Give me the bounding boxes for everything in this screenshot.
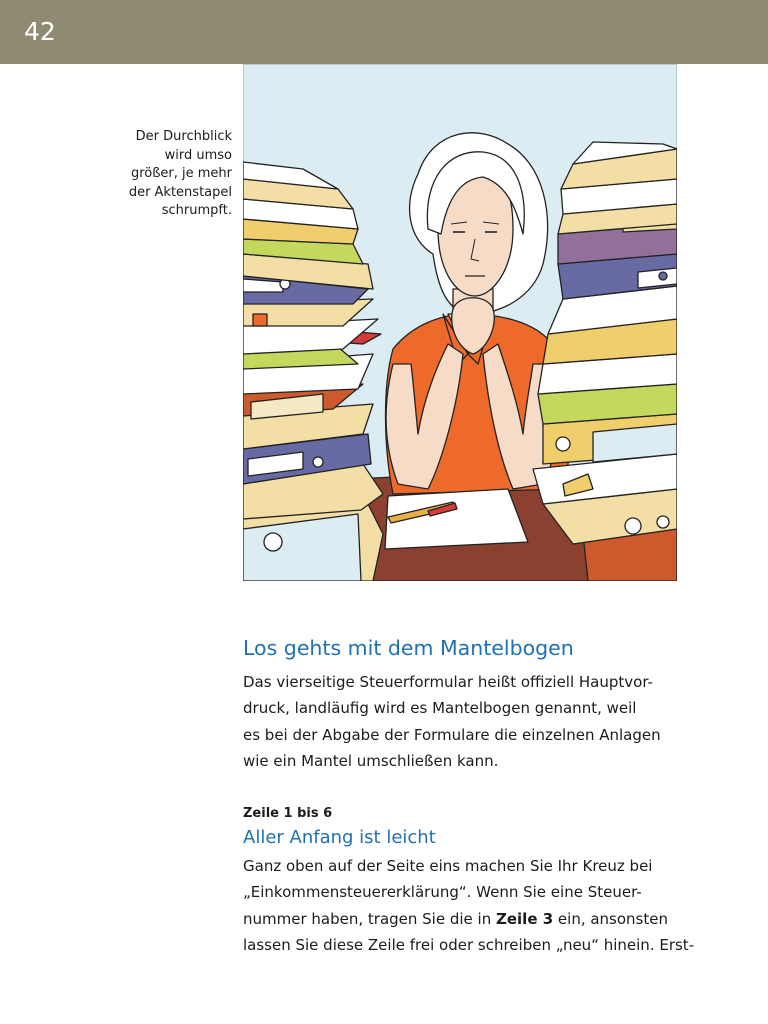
paragraph-line: es bei der Abgabe der Formulare die einzelnen Anlagen: [243, 725, 661, 744]
illustration-woman-behind-files: [243, 64, 677, 581]
section-heading: Los gehts mit dem Mantelbogen: [243, 636, 574, 660]
paragraph-line: druck, landläufig wird es Mantelbogen genannt, weil: [243, 699, 637, 718]
paragraph-line: „Einkommensteuererklärung“. Wenn Sie eine Steuer-: [243, 883, 642, 902]
page-number: 42: [24, 17, 56, 46]
paragraph-line: [243, 906, 668, 932]
paragraph-line: wie ein Mantel umschließen kann.: [243, 752, 499, 771]
caption-line: der Aktenstapel: [128, 184, 232, 200]
image-caption: [100, 128, 232, 221]
header-bar: [0, 0, 768, 64]
subsection-paragraph: [243, 853, 695, 959]
caption-line: wird umso: [164, 147, 232, 163]
text-run: nummer haben, tragen Sie die in: [243, 909, 496, 928]
bold-reference: Zeile 3: [495, 909, 554, 928]
section-paragraph: [243, 669, 663, 775]
caption-line: größer, je mehr: [130, 166, 232, 181]
paragraph-line: lassen Sie diese Zeile frei oder schreiben „neu“ hinein. Erst-: [243, 936, 695, 955]
subsection-kicker: Zeile 1 bis 6: [243, 806, 333, 821]
text-run: ein, ansonsten: [553, 909, 668, 928]
paragraph-line: Ganz oben auf der Seite eins machen Sie Ihr Kreuz bei: [243, 857, 653, 875]
subsection-heading: Aller Anfang ist leicht: [243, 827, 436, 848]
paragraph-line: Das vierseitige Steuerformular heißt offiziell Hauptvor-: [243, 673, 653, 691]
caption-line: Der Durchblick: [135, 129, 232, 144]
caption-line: schrumpft.: [161, 203, 232, 218]
